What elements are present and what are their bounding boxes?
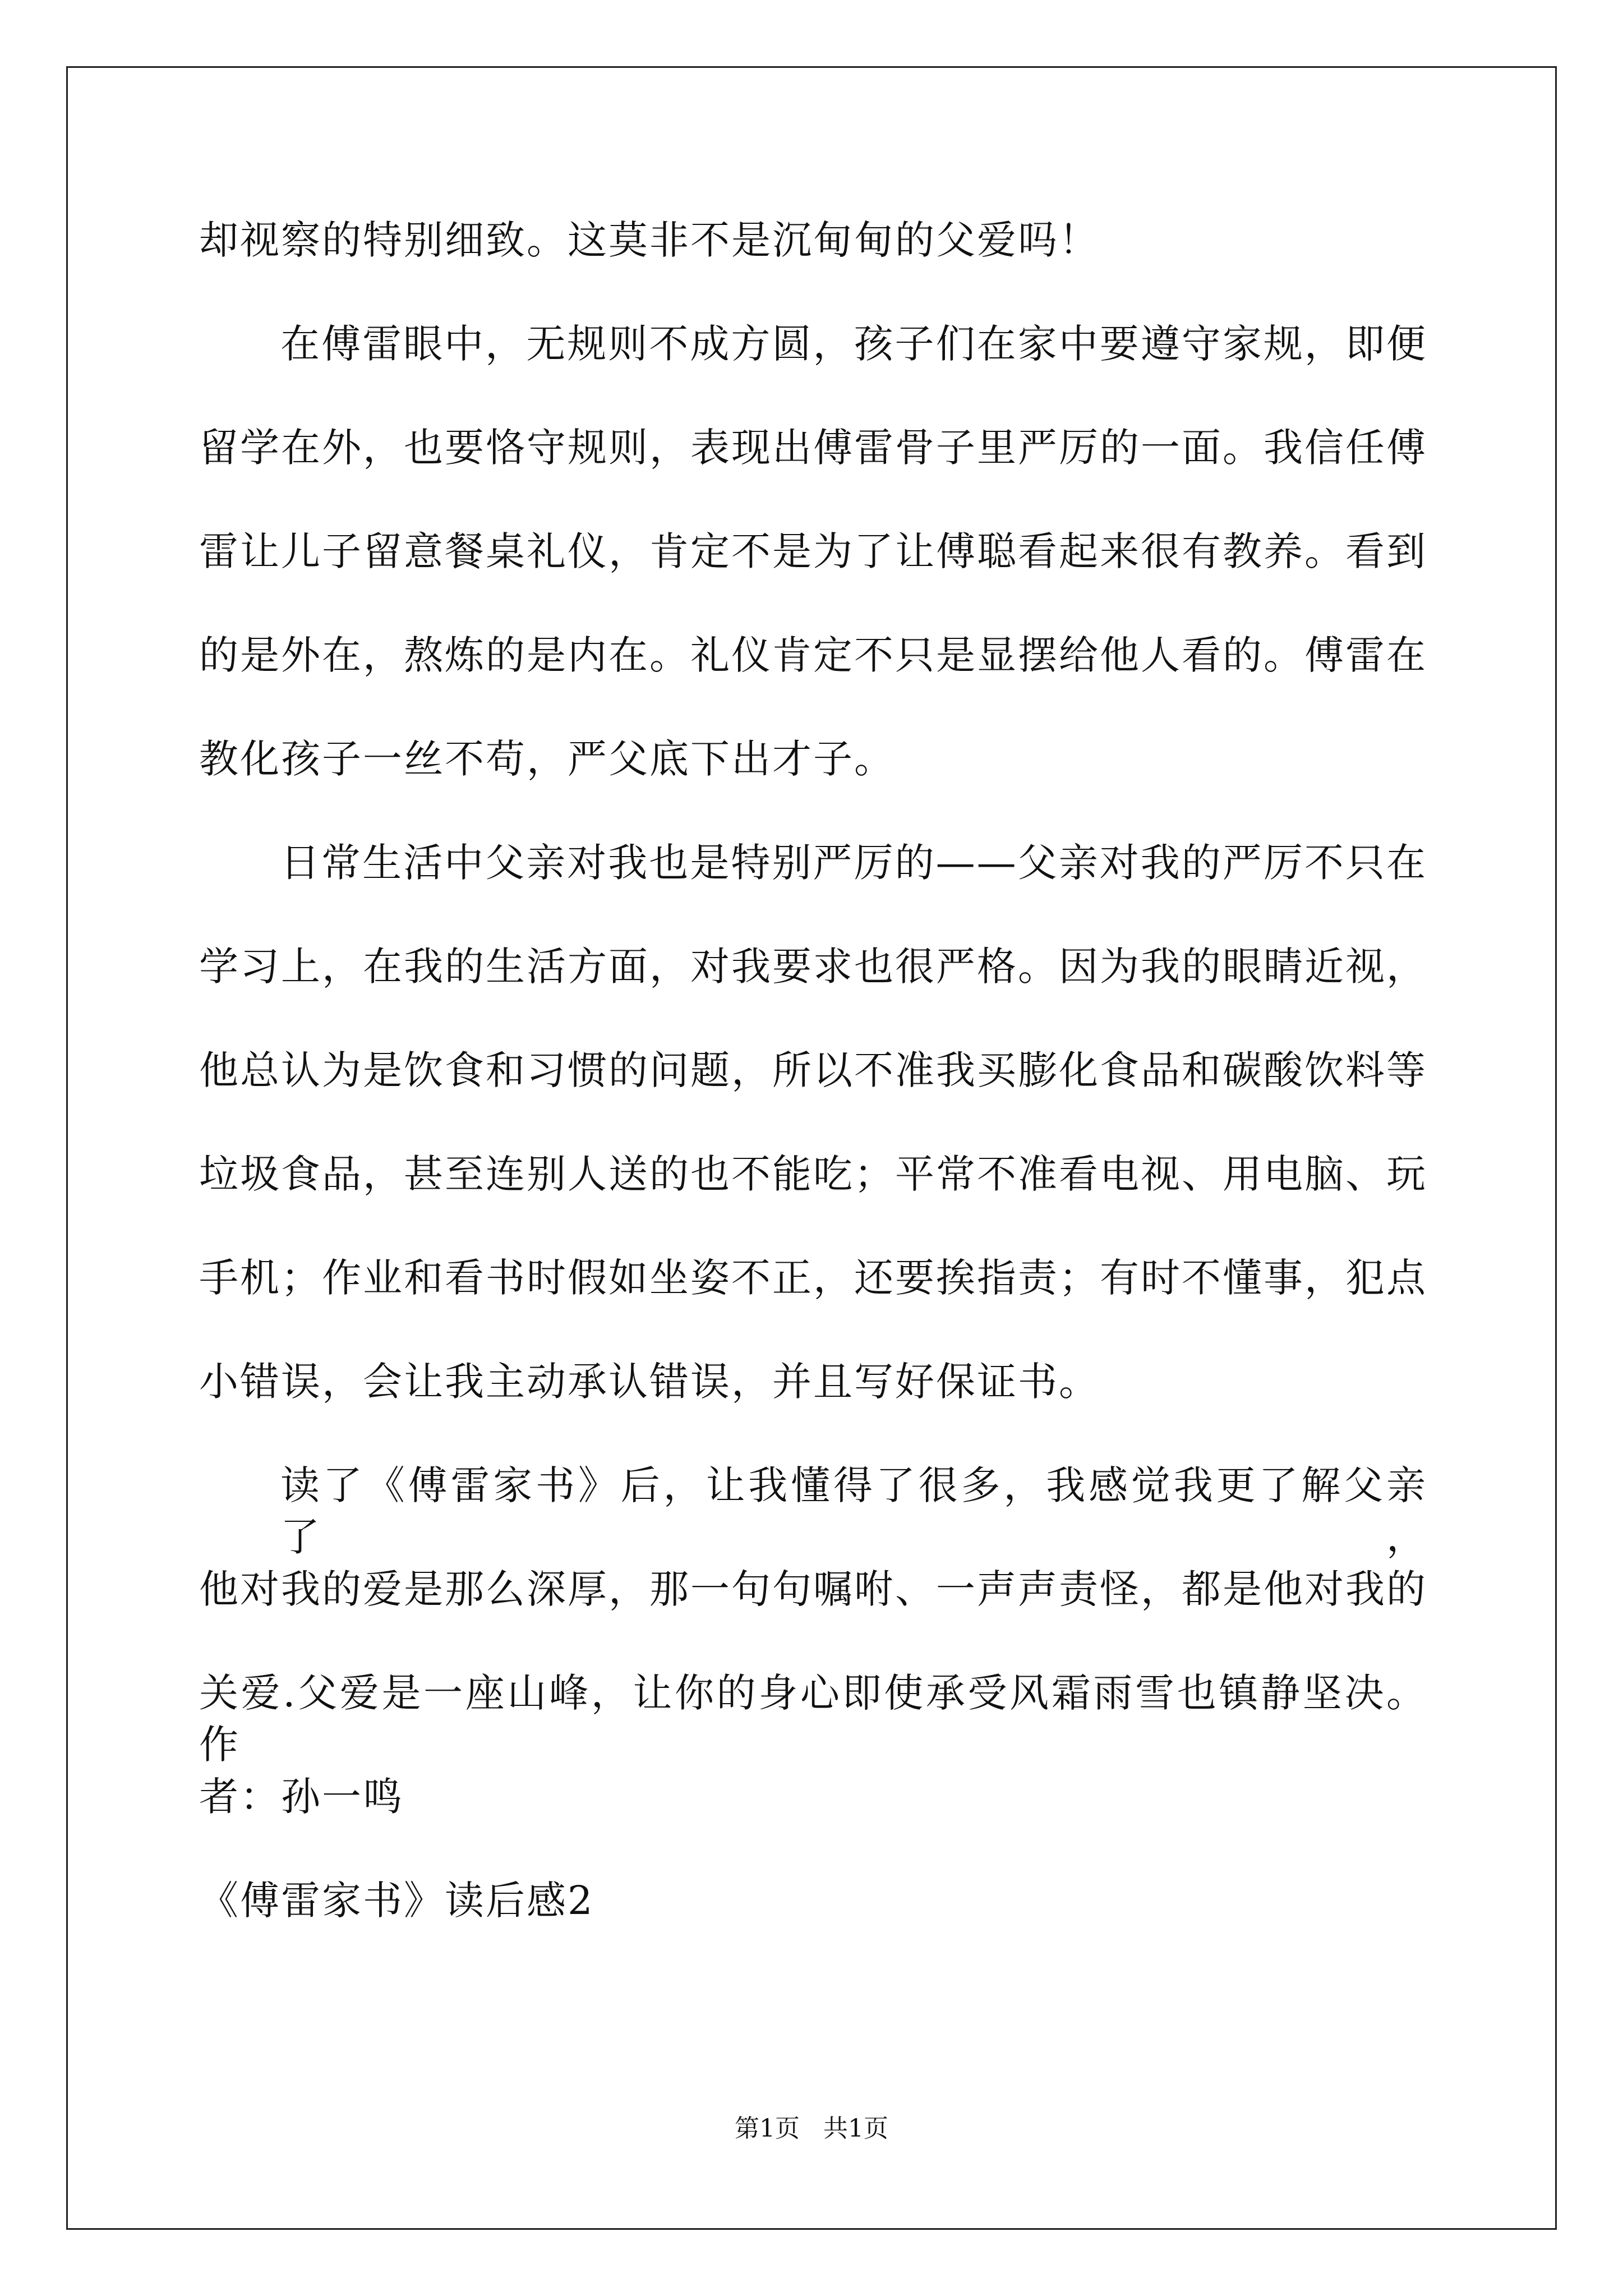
text-line: 留学在外，也要恪守规则，表现出傅雷骨子里严厉的一面。我信任傅 <box>199 425 1427 471</box>
text-line: 他对我的爱是那么深厚，那一句句嘱咐、一声声责怪，都是他对我的 <box>199 1566 1427 1612</box>
text-line: 关爱.父爱是一座山峰，让你的身心即使承受风霜雨雪也镇静坚决。作 <box>199 1670 1427 1768</box>
text-line: 在傅雷眼中，无规则不成方圆，孩子们在家中要遵守家规，即便 <box>280 321 1427 367</box>
text-line: 小错误，会让我主动承认错误，并且写好保证书。 <box>199 1359 1100 1405</box>
text-line: 教化孩子一丝不苟，严父底下出才子。 <box>199 736 895 782</box>
text-line: 他总认为是饮食和习惯的问题，所以不准我买膨化食品和碳酸饮料等 <box>199 1047 1427 1093</box>
text-line: 手机；作业和看书时假如坐姿不正，还要挨指责；有时不懂事，犯点 <box>199 1255 1427 1301</box>
text-line: 垃圾食品，甚至连别人送的也不能吃；平常不准看电视、用电脑、玩 <box>199 1151 1427 1197</box>
page-number-footer: 第1页 共1页 <box>735 2114 888 2143</box>
text-line: 日常生活中父亲对我也是特别严厉的——父亲对我的严厉不只在 <box>280 840 1427 886</box>
text-line: 的是外在，熬炼的是内在。礼仪肯定不只是显摆给他人看的。傅雷在 <box>199 632 1427 678</box>
text-line: 雷让儿子留意餐桌礼仪，肯定不是为了让傅聪看起来很有教养。看到 <box>199 528 1427 574</box>
section-heading: 《傅雷家书》读后感2 <box>199 1878 594 1924</box>
document-body <box>199 214 1427 1978</box>
text-line: 者：孙一鸣 <box>199 1774 404 1820</box>
text-line: 学习上，在我的生活方面，对我要求也很严格。因为我的眼睛近视， <box>199 944 1427 990</box>
text-line: 读了《傅雷家书》后，让我懂得了很多，我感觉我更了解父亲了， <box>280 1462 1427 1560</box>
text-line: 却视察的特别细致。这莫非不是沉甸甸的父爱吗！ <box>199 217 1100 263</box>
